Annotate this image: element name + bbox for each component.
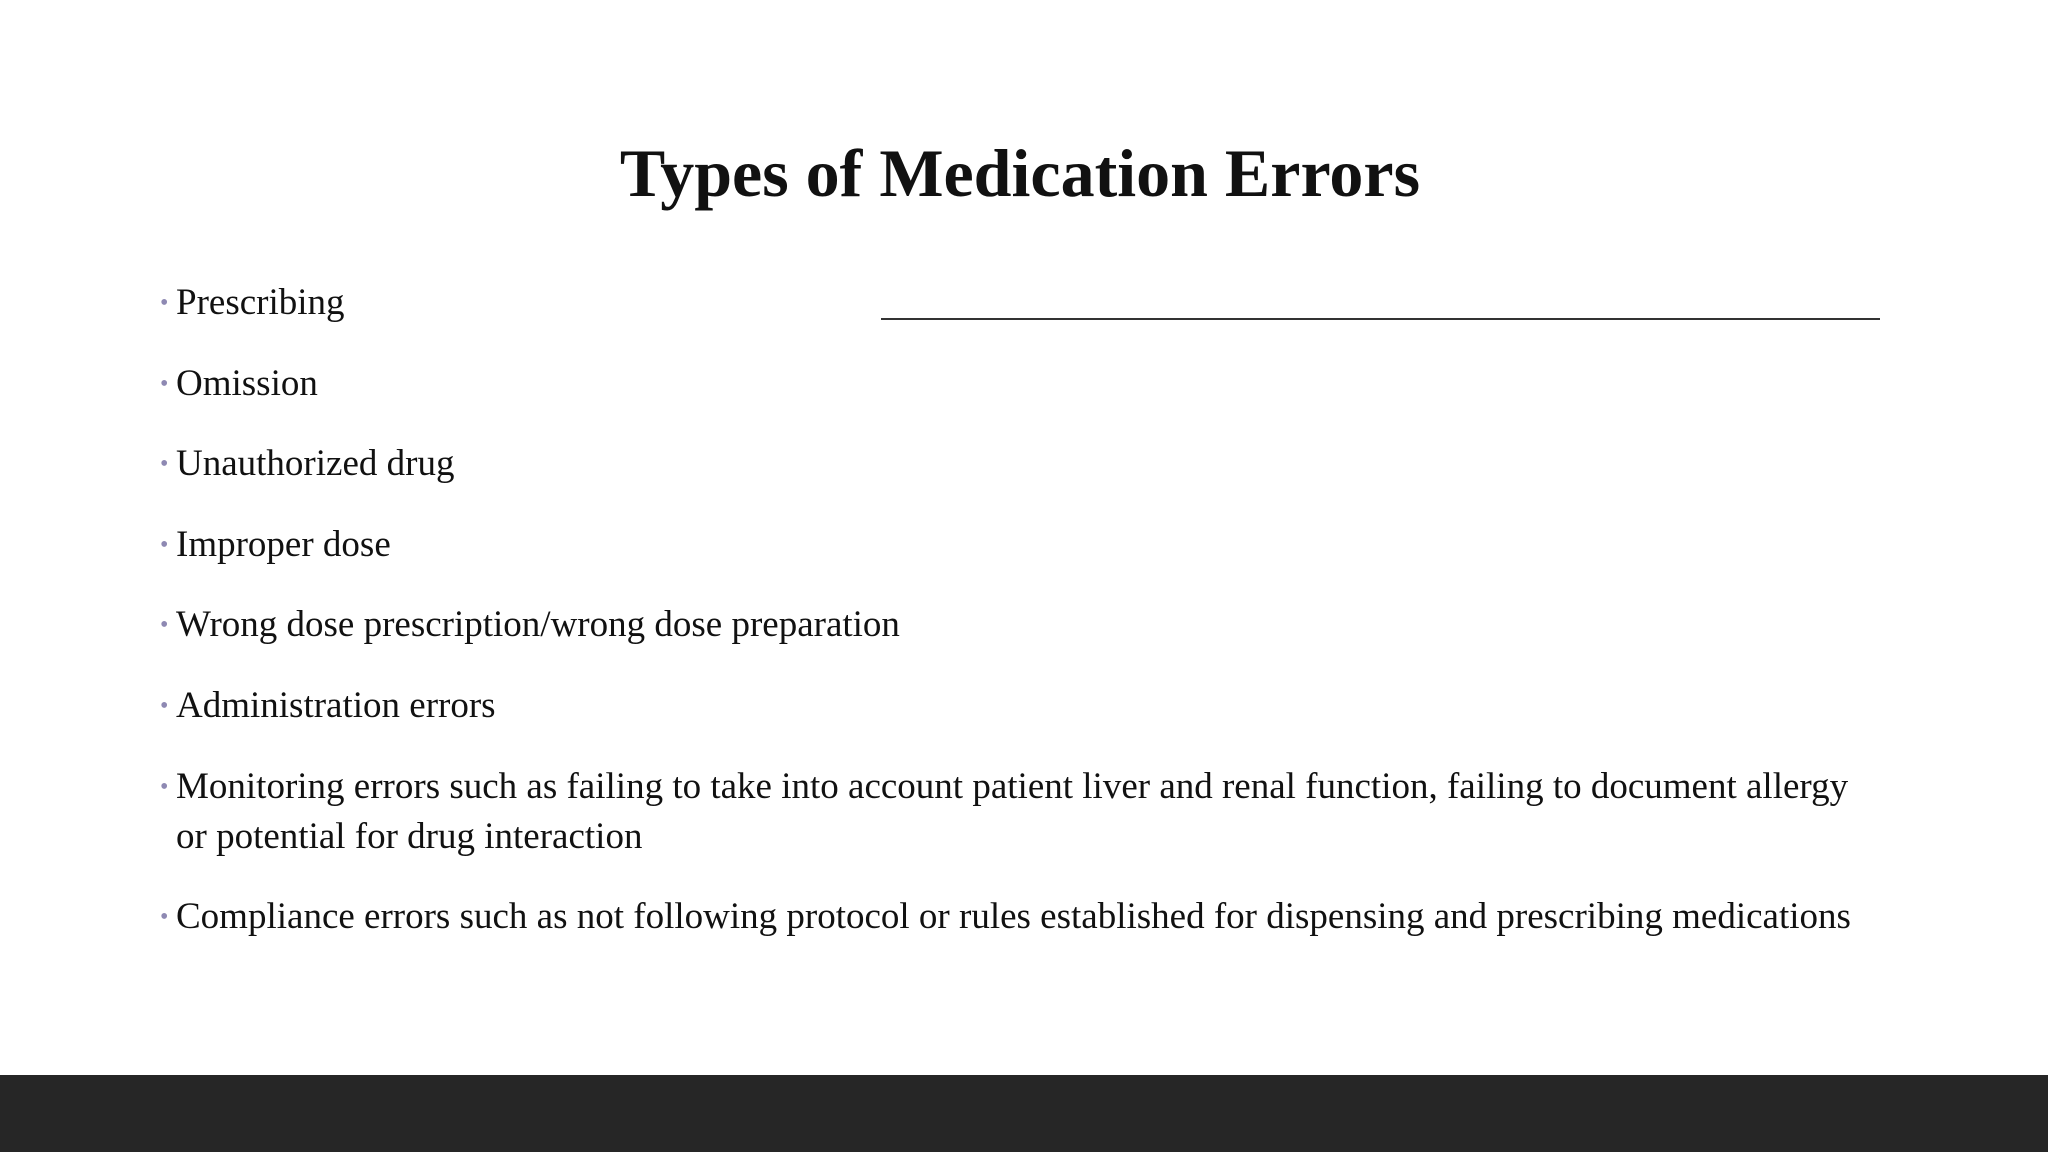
bullet-icon: • [160,612,169,639]
list-item [160,600,1860,650]
bullet-icon: • [160,903,169,930]
list-item [160,892,1860,942]
footer-band [0,1075,2048,1152]
list-item-text: Compliance errors such as not following protocol or rules established for dispensing and prescribing medications [176,895,1851,937]
list-item-text: Prescribing [176,282,345,323]
list-item-text: Improper dose [176,523,391,565]
list-item [160,520,1860,570]
bullet-list [160,278,1860,972]
list-item-text: Wrong dose prescription/wrong dose preparation [176,604,900,646]
bullet-icon: • [160,531,169,558]
bullet-icon: • [160,290,169,316]
list-item [160,439,1860,489]
list-item-text: Unauthorized drug [176,443,455,485]
bullet-icon: • [160,451,169,478]
list-item [160,762,1860,862]
bullet-icon: • [160,370,169,397]
bullet-icon: • [160,692,169,719]
list-item-text: Administration errors [176,684,496,726]
slide-title: Types of Medication Errors [619,135,1421,211]
list-item-text: Omission [176,362,318,404]
list-item-text: Monitoring errors such as failing to take into account patient liver and renal function, failing to document allergy or potential for drug interaction [176,765,1849,857]
list-item [160,359,1860,409]
bullet-icon: • [160,773,169,800]
list-item [160,278,1860,328]
list-item [160,681,1860,731]
